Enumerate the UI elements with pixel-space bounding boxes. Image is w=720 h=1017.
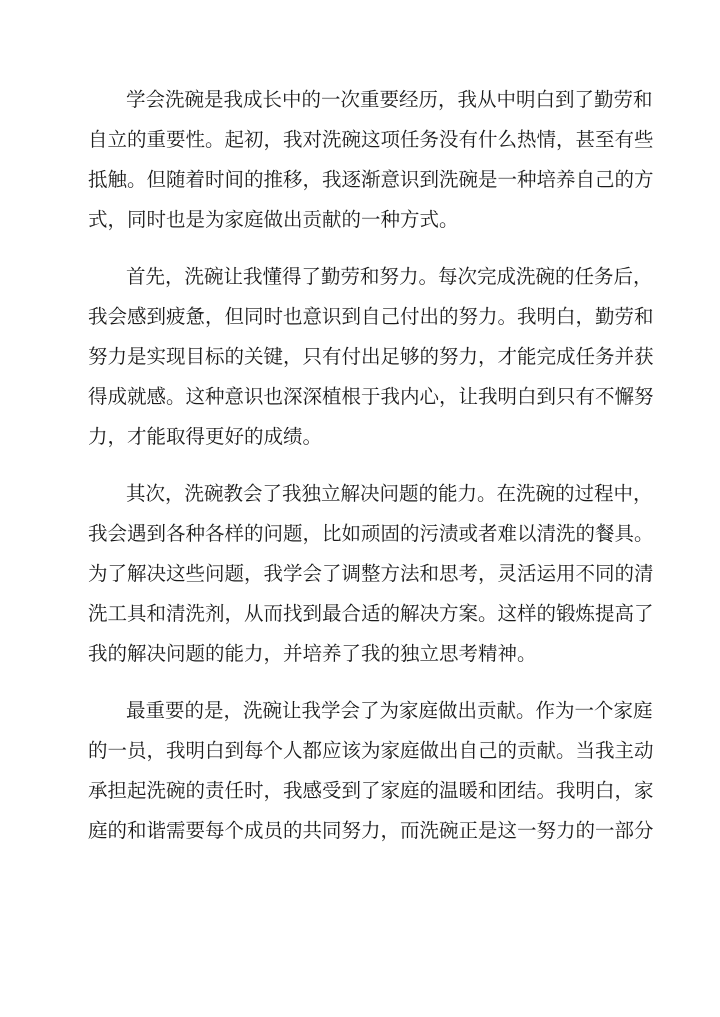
text-line: 抵触。但随着时间的推移，我逐渐意识到洗碗是一种培养自己的方 bbox=[88, 168, 654, 191]
text-line: 努力是实现目标的关键，只有付出足够的努力，才能完成任务并获 bbox=[88, 345, 654, 368]
text-line: 洗工具和清洗剂，从而找到最合适的解决方案。这样的锻炼提高了 bbox=[88, 602, 654, 625]
text-line: 为了解决这些问题，我学会了调整方法和思考，灵活运用不同的清 bbox=[88, 562, 654, 585]
text-line: 我会遇到各种各样的问题，比如顽固的污渍或者难以清洗的餐具。 bbox=[88, 522, 654, 545]
paragraph-2 bbox=[88, 257, 654, 457]
text-line: 我的解决问题的能力，并培养了我的独立思考精神。 bbox=[88, 642, 537, 665]
text-line: 学会洗碗是我成长中的一次重要经历，我从中明白到了勤劳和 bbox=[126, 88, 653, 111]
paragraph-3 bbox=[88, 474, 654, 674]
paragraph-spacer bbox=[88, 674, 634, 691]
paragraph-4 bbox=[88, 691, 654, 851]
text-line: 力，才能取得更好的成绩。 bbox=[88, 425, 323, 448]
paragraph-spacer bbox=[88, 457, 634, 474]
document-body bbox=[88, 80, 654, 851]
text-line: 承担起洗碗的责任时，我感受到了家庭的温暖和团结。我明白，家 bbox=[88, 779, 654, 802]
text-line: 得成就感。这种意识也深深植根于我内心，让我明白到只有不懈努 bbox=[88, 385, 654, 408]
text-line: 首先，洗碗让我懂得了勤劳和努力。每次完成洗碗的任务后， bbox=[126, 265, 653, 288]
text-line: 庭的和谐需要每个成员的共同努力，而洗碗正是这一努力的一部分 bbox=[88, 819, 654, 842]
text-line: 的一员，我明白到每个人都应该为家庭做出自己的贡献。当我主动 bbox=[88, 739, 654, 762]
text-line: 式，同时也是为家庭做出贡献的一种方式。 bbox=[88, 208, 459, 231]
text-line: 我会感到疲惫，但同时也意识到自己付出的努力。我明白，勤劳和 bbox=[88, 305, 654, 328]
paragraph-spacer bbox=[88, 240, 634, 257]
text-line: 自立的重要性。起初，我对洗碗这项任务没有什么热情，甚至有些 bbox=[88, 128, 654, 151]
paragraph-1 bbox=[88, 80, 654, 240]
text-line: 最重要的是，洗碗让我学会了为家庭做出贡献。作为一个家庭 bbox=[126, 699, 653, 722]
text-line: 其次，洗碗教会了我独立解决问题的能力。在洗碗的过程中， bbox=[126, 482, 653, 505]
